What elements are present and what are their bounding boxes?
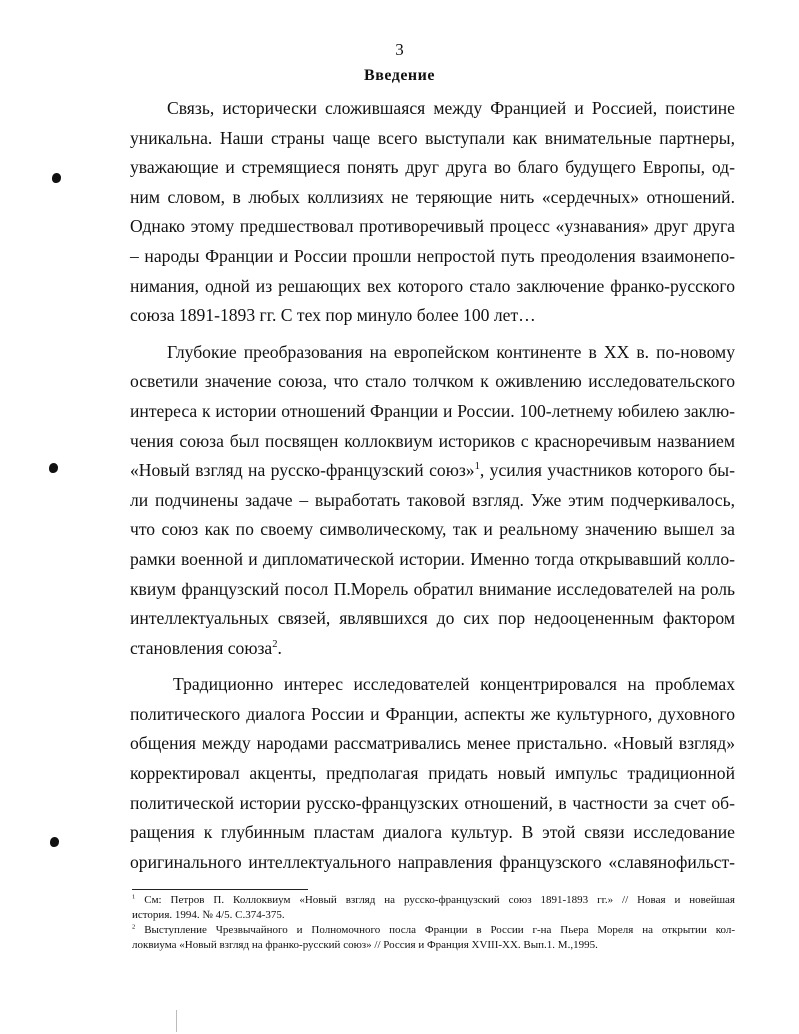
paragraph-1 [130,94,735,331]
paragraph-3 [130,670,735,877]
text-line: уважающие и стремящиеся понять друг друга во благо будущего Европы, од- [130,157,735,178]
footnote-2 [132,923,735,953]
scan-artifact [176,1010,177,1032]
footnote-line: локвиума «Новый взгляд на франко-русский союз» // Россия и Франция XVIII-XX. Вып.1. М.,1995. [132,939,598,951]
text-line: союза 1891-1893 гг. С тех пор минуло более 100 лет… [130,305,536,326]
text-line: Однако этому предшествовал противоречивый процесс «узнавания» друг друга [130,216,735,237]
text-line: политического диалога России и Франции, аспекты же культурного, духовного [130,703,735,724]
footnote-divider [132,889,308,890]
text-line [130,456,735,486]
text-line: интереса к истории отношений Франции и России. 100-летнему юбилею заклю- [130,400,735,421]
text-span: , усилия участников которого бы- [479,460,735,481]
footnote-number: 1 [132,893,136,901]
text-line: осветили значение союза, что стало толчком к оживлению исследовательского [130,371,735,392]
text-line: корректировал акценты, предполагая придать новый импульс традиционной [130,763,735,784]
text-span: ли [130,489,149,510]
footnote-text: Выступление Чрезвычайного и Полномочного посла Франции в России г-на Пьера Мореля на открытии кол- [144,924,735,936]
text-line: интеллектуальных связей, являвшихся до сих пор недооцененным фактором [130,608,735,629]
text-span: подчинены задаче – выработать таковой взгляд. Уже этим подчеркивалось, [154,489,735,510]
footnote-ref-1[interactable]: 1 [474,461,480,473]
page-number: 3 [395,40,404,59]
text-line: уникальна. Наши страны чаще всего выступали как внимательные партнеры, [130,127,735,148]
text-line: общения между народами рассматривались менее пристально. «Новый взгляд» [130,733,735,754]
text-line: что союз как по своему символическому, так и реальному значению вышел за [130,519,735,540]
text-line: ним словом, в любых коллизиях не теряющие нить «сердечных» отношений. [130,186,735,207]
body-text [130,94,735,877]
text-line: ращения к глубинным пластам диалога культур. В этой связи исследование [130,822,735,843]
text-line: рамки военной и дипломатической истории. Именно тогда открывавший колло- [130,548,735,569]
footnote-number: 2 [132,923,136,931]
footnote-text: См: Петров П. Коллоквиум «Новый взгляд на русско-французский союз 1891-1893 гг.» // Новая и новейшая [144,894,735,906]
text-span: «Новый взгляд на русско-французский союз» [130,460,475,481]
text-span: становления союза [130,637,273,658]
footnote-line [132,923,735,938]
footnote-line [132,893,735,908]
scan-mark [49,463,58,473]
text-line: чения союза был посвящен коллоквиум историков с красноречивым названием [130,430,735,451]
text-line: Традиционно интерес исследователей концентрировался на проблемах [173,674,735,695]
paragraph-2 [130,338,735,664]
scan-mark [52,173,61,183]
text-line: политической истории русско-французских отношений, в частности за счет об- [130,792,735,813]
text-line: квиум французский посол П.Морель обратил внимание исследователей на роль [130,578,735,599]
text-line: Связь, исторически сложившаяся между Францией и Россией, поистине [167,98,735,118]
text-line [130,486,735,516]
text-line: – народы Франции и России прошли непростой путь преодоления взаимонепо- [130,245,735,266]
footnote-ref-2[interactable]: 2 [272,638,278,650]
footnote-1 [132,893,735,923]
scan-mark [50,837,59,847]
footnote-line: история. 1994. № 4/5. С.374-375. [132,909,285,921]
text-line: становления союза$^2$. [130,637,282,658]
text-line: Глубокие преобразования на европейском континенте в XX в. по-новому [167,341,735,362]
page-title: Введение [364,67,435,84]
text-line: нимания, одной из решающих вех которого стало заключение франко-русского [130,275,735,296]
text-line: оригинального интеллектуального направления французского «славянофильст- [130,851,735,872]
footnotes [132,893,735,953]
